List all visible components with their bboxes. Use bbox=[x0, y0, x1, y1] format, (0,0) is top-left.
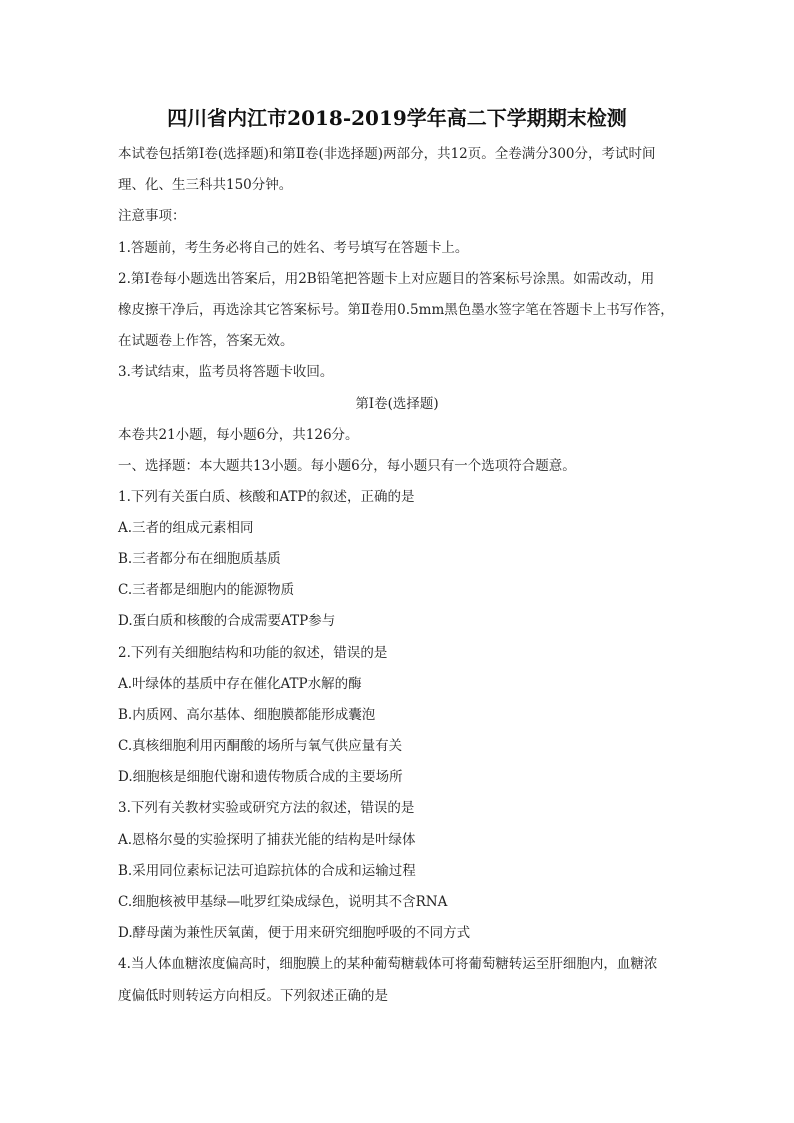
intro-line-2: 理、化、生三科共150分钟。 bbox=[118, 177, 293, 193]
question-1-option-a: A.三者的组成元素相同 bbox=[118, 520, 254, 536]
notice-item-2-cont2: 在试题卷上作答，答案无效。 bbox=[118, 333, 294, 349]
question-1-option-c: C.三者都是细胞内的能源物质 bbox=[118, 582, 295, 598]
notice-item-3: 3.考试结束，监考员将答题卡收回。 bbox=[118, 364, 334, 380]
question-3-option-a: A.恩格尔曼的实验探明了捕获光能的结构是叶绿体 bbox=[118, 832, 416, 848]
question-4-stem-line-2: 度偏低时则转运方向相反。下列叙述正确的是 bbox=[118, 988, 388, 1004]
intro-line-1: 本试卷包括第Ⅰ卷(选择题)和第Ⅱ卷(非选择题)两部分，共12页。全卷满分300分，考试时间 bbox=[118, 146, 656, 162]
question-2-option-c: C.真核细胞利用丙酮酸的场所与氧气供应量有关 bbox=[118, 738, 403, 754]
notice-item-2-cont: 橡皮擦干净后，再选涂其它答案标号。第Ⅱ卷用0.5mm黑色墨水签字笔在答题卡上书写作答， bbox=[118, 302, 674, 318]
notice-item-1: 1.答题前，考生务必将自己的姓名、考号填写在答题卡上。 bbox=[118, 240, 469, 256]
question-1-option-b: B.三者都分布在细胞质基质 bbox=[118, 551, 281, 567]
question-2-stem: 2.下列有关细胞结构和功能的叙述，错误的是 bbox=[118, 645, 388, 661]
question-3-stem: 3.下列有关教材实验或研究方法的叙述，错误的是 bbox=[118, 800, 415, 816]
question-1-option-d: D.蛋白质和核酸的合成需要ATP参与 bbox=[118, 613, 336, 629]
question-4-stem-line-1: 4.当人体血糖浓度偏高时，细胞膜上的某种葡萄糖载体可将葡萄糖转运至肝细胞内，血糖浓 bbox=[118, 956, 658, 972]
document-title: 四川省内江市2018-2019学年高二下学期期末检测 bbox=[167, 106, 627, 130]
section-summary: 本卷共21小题，每小题6分，共126分。 bbox=[118, 427, 359, 443]
question-3-option-d: D.酵母菌为兼性厌氧菌，便于用来研究细胞呼吸的不同方式 bbox=[118, 925, 471, 941]
notice-item-2: 2.第Ⅰ卷每小题选出答案后，用2B铅笔把答题卡上对应题目的答案标号涂黑。如需改动，用 bbox=[118, 271, 655, 287]
question-3-option-c: C.细胞核被甲基绿—吡罗红染成绿色，说明其不含RNA bbox=[118, 894, 448, 910]
question-2-option-b: B.内质网、高尔基体、细胞膜都能形成囊泡 bbox=[118, 707, 376, 723]
question-3-option-b: B.采用同位素标记法可追踪抗体的合成和运输过程 bbox=[118, 863, 416, 879]
question-2-option-a: A.叶绿体的基质中存在催化ATP水解的酶 bbox=[118, 676, 362, 692]
part-heading: 一、选择题：本大题共13小题。每小题6分，每小题只有一个选项符合题意。 bbox=[118, 458, 576, 474]
notice-heading: 注意事项： bbox=[118, 208, 186, 224]
question-1-stem: 1.下列有关蛋白质、核酸和ATP的叙述，正确的是 bbox=[118, 489, 415, 505]
question-2-option-d: D.细胞核是细胞代谢和遗传物质合成的主要场所 bbox=[118, 769, 403, 785]
section-heading: 第Ⅰ卷(选择题) bbox=[355, 396, 439, 412]
